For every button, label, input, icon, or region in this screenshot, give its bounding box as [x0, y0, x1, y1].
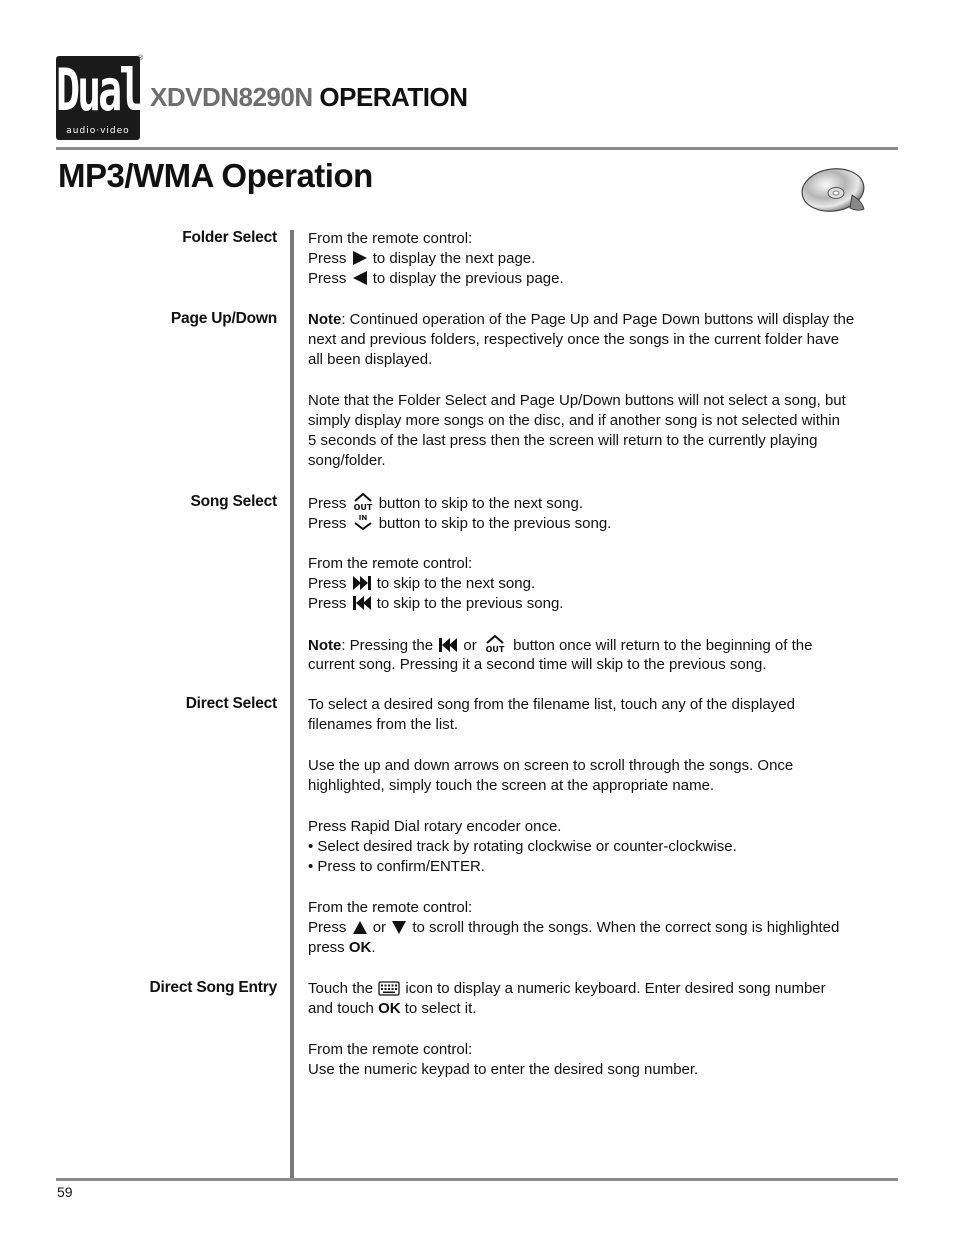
text-line: [308, 979, 826, 999]
text-fragment: to skip to the previous song.: [376, 595, 564, 612]
keyboard-icon: [378, 981, 400, 996]
label-song-select: Song Select: [190, 493, 277, 510]
text-line: next and previous folders, respectively once the songs in the current folder have: [308, 331, 840, 348]
text-line: [308, 918, 839, 938]
text-fragment: or: [372, 919, 387, 936]
text-fragment: : Pressing the: [341, 637, 434, 654]
up-triangle-icon: [352, 920, 368, 935]
text-fragment: press: [308, 939, 345, 956]
header-title: [150, 82, 468, 113]
text-line: From the remote control:: [308, 899, 473, 916]
play-triangle-left-icon: [352, 270, 368, 286]
svg-text:OUT: OUT: [485, 645, 505, 653]
dual-logo: [56, 56, 140, 140]
text-line: [308, 513, 611, 534]
text-line: Press Rapid Dial rotary encoder once.: [308, 818, 562, 835]
top-divider: [56, 147, 898, 150]
label-direct-select: Direct Select: [185, 695, 277, 712]
in-button-icon: [352, 513, 374, 531]
text-line: [308, 635, 812, 656]
skip-back-icon: [438, 637, 458, 653]
text-fragment: to display the next page.: [372, 250, 536, 267]
text-fragment: to scroll through the songs. When the correct song is highlighted: [412, 919, 840, 936]
text-line: highlighted, simply touch the screen at the appropriate name.: [308, 777, 715, 794]
bottom-divider: [56, 1178, 898, 1181]
svg-text:IN: IN: [358, 514, 367, 522]
text-line: filenames from the list.: [308, 716, 459, 733]
text-fragment: button once will return to the beginning of the: [513, 637, 813, 654]
text-fragment: Press: [308, 270, 347, 287]
column-divider: [290, 230, 294, 1178]
down-triangle-icon: [391, 920, 407, 935]
text-line: [308, 938, 376, 958]
text-line: [308, 594, 563, 614]
operation-word: OPERATION: [319, 82, 468, 112]
text-fragment: to skip to the next song.: [376, 575, 536, 592]
text-line: Use the numeric keypad to enter the desired song number.: [308, 1061, 699, 1078]
out-button-icon: [352, 493, 374, 511]
logo-text: Dual: [56, 57, 141, 125]
text-line: • Press to confirm/ENTER.: [308, 858, 485, 875]
note-label: Note: [308, 637, 342, 654]
text-fragment: and touch: [308, 1000, 374, 1017]
text-fragment: button to skip to the previous song.: [378, 515, 612, 532]
svg-text:OUT: OUT: [353, 503, 372, 511]
text-fragment: Press: [308, 515, 347, 532]
page-number: 59: [57, 1184, 73, 1200]
text-fragment: Press: [308, 595, 347, 612]
text-line: simply display more songs on the disc, and if another song is not selected within: [308, 412, 840, 429]
text-line: From the remote control:: [308, 1041, 473, 1058]
skip-back-icon: [352, 595, 372, 611]
text-line: all been displayed.: [308, 351, 433, 368]
out-button-icon: [482, 635, 508, 653]
note-label: Note: [308, 311, 342, 328]
label-page-updown: Page Up/Down: [170, 310, 277, 327]
play-triangle-right-icon: [352, 250, 368, 266]
ok-label: OK: [348, 939, 372, 956]
text-fragment: Touch the: [308, 980, 374, 997]
disc-icon: [800, 165, 870, 215]
text-fragment: icon to display a numeric keyboard. Enter desired song number: [405, 980, 826, 997]
text-line: [308, 249, 535, 269]
text-line: 5 seconds of the last press then the screen will return to the currently playing: [308, 432, 818, 449]
text-fragment: to display the previous page.: [372, 270, 564, 287]
text-fragment: Press: [308, 575, 347, 592]
text-fragment: to select it.: [404, 1000, 477, 1017]
text-line: current song. Pressing it a second time will skip to the previous song.: [308, 656, 767, 673]
logo-subtext: audio·video: [66, 126, 130, 136]
text-fragment: Press: [308, 250, 347, 267]
model-number: XDVDN8290N: [150, 82, 313, 112]
text-fragment: Press: [308, 495, 347, 512]
text-line: [308, 999, 476, 1019]
text-line: [308, 269, 564, 289]
text-line: Use the up and down arrows on screen to scroll through the songs. Once: [308, 757, 794, 774]
text-line: song/folder.: [308, 452, 386, 469]
text-line: From the remote control:: [308, 230, 473, 247]
text-line: [308, 310, 854, 330]
page-title: MP3/WMA Operation: [58, 157, 373, 194]
text-line: [308, 574, 535, 594]
ok-label: OK: [378, 1000, 401, 1017]
skip-forward-icon: [352, 575, 372, 591]
text-line: Note that the Folder Select and Page Up/Down buttons will not select a song, but: [308, 392, 846, 409]
text-fragment: : Continued operation of the Page Up and Page Down buttons will display the: [341, 311, 855, 328]
text-line: • Select desired track by rotating clockwise or counter-clockwise.: [308, 838, 737, 855]
label-direct-song-entry: Direct Song Entry: [149, 979, 277, 996]
text-fragment: .: [371, 939, 376, 956]
text-line: To select a desired song from the filename list, touch any of the displayed: [308, 696, 795, 713]
registered-mark: ®: [138, 55, 144, 62]
text-fragment: or: [463, 637, 477, 654]
text-line: From the remote control:: [308, 555, 473, 572]
label-folder-select: Folder Select: [182, 229, 277, 246]
text-line: [308, 493, 583, 514]
text-fragment: button to skip to the next song.: [378, 495, 583, 512]
text-fragment: Press: [308, 919, 347, 936]
